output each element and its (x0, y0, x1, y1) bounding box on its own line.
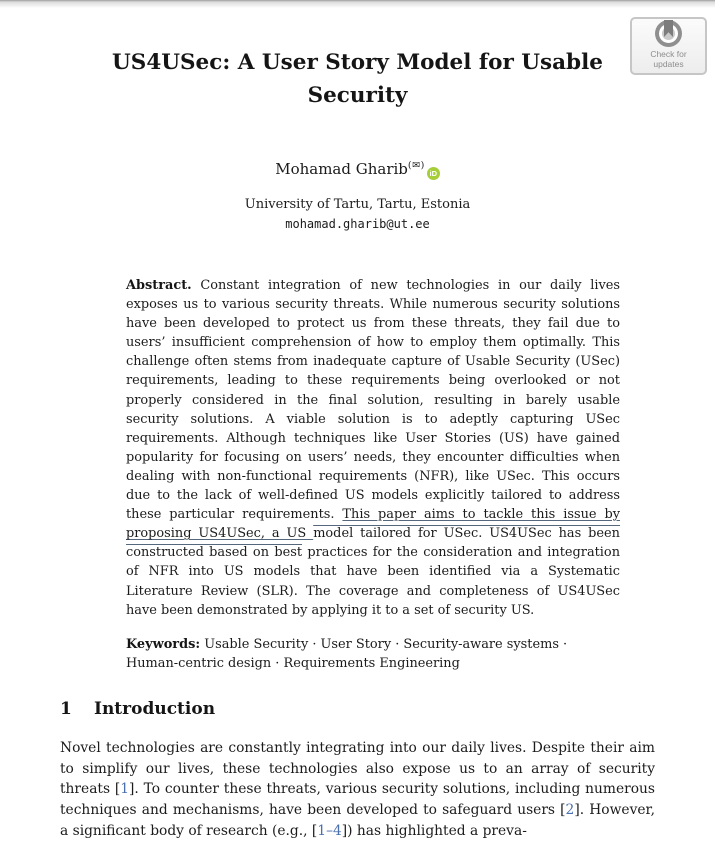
annotated-text: constructed based on best (126, 545, 303, 561)
paper-title: US4USec: A User Story Model for Usable Security (112, 50, 603, 108)
abstract-label: Abstract. (126, 278, 192, 293)
section-title: Introduction (94, 698, 216, 719)
text-run: Novel technologies are constantly integrating into our daily lives. Despite their aim to simplify our lives, these technologies also expose us to an array of security threats [ (60, 739, 655, 798)
keywords-label: Keywords: (126, 636, 201, 652)
text-run: practices for the consideration and integration of NFR into US models that have been identified via a Systematic Literature Review (SLR). The coverage and completeness of US4USec have been demonstrated by applying it to a set of security US. (126, 545, 620, 618)
abstract-text (126, 278, 620, 618)
crossmark-bookmark-icon (655, 20, 682, 47)
orcid-icon[interactable]: iD (427, 167, 440, 180)
text-run: Constant integration of new technologies in our daily lives exposes us to various security threats. While numerous security solutions have been developed to protect us from these threats, they fail due to users’ insufficient comprehension of how to employ them optimally. This challenge often stems from inadequate capture of Usable Security (USec) requirements, leading to these requirements being overlooked or not properly considered in the final solution, resulting in barely usable security solutions. A viable solution is to adeptly capturing USec requirements. Although techniques like User Stories (US) have gained popularity for focusing on users’ needs, they encounter difficulties when dealing with non-functional requirements (NFR), like USec. This occurs due to the lack of well-defined US models explicitly tailored to address these particular requirements. (126, 278, 620, 523)
annotated-text: This paper aims to tackle this issue by proposing US4USec, a US (126, 507, 620, 542)
citation-link[interactable]: 1–4 (317, 823, 342, 840)
citation-link[interactable]: 1 (120, 781, 130, 798)
introduction-paragraph (60, 738, 655, 842)
author-name: Mohamad Gharib (275, 160, 408, 178)
text-run: ]. To counter these threats, various security solutions, including numerous techniques and mechanisms, have been developed to safeguard users [ (60, 781, 655, 819)
author-line (0, 156, 715, 180)
text-run: ]. However, a significant body of research (e.g., [ (60, 802, 655, 840)
text-run: ]) has highlighted a preva- (341, 823, 527, 840)
annotated-text: model tailored for USec. US4USec has been (313, 526, 620, 542)
citation-link[interactable]: 2 (565, 802, 575, 819)
page-top-edge (0, 0, 715, 8)
section-number: 1 (60, 698, 72, 719)
author-affiliation: University of Tartu, Tartu, Estonia (244, 197, 471, 212)
keywords-paragraph (126, 635, 620, 673)
keywords-text: Usable Security · User Story · Security-aware systems · Human-centric design · Requirements Engineering (126, 636, 568, 671)
author-email: mohamad.gharib@ut.ee (285, 217, 430, 231)
section-heading-introduction (60, 699, 655, 719)
check-for-updates-label: Check for updates (650, 49, 687, 69)
corresponding-author-envelope-icon: (✉) (407, 160, 425, 171)
abstract-paragraph (126, 276, 620, 620)
check-for-updates-badge[interactable] (630, 17, 707, 75)
